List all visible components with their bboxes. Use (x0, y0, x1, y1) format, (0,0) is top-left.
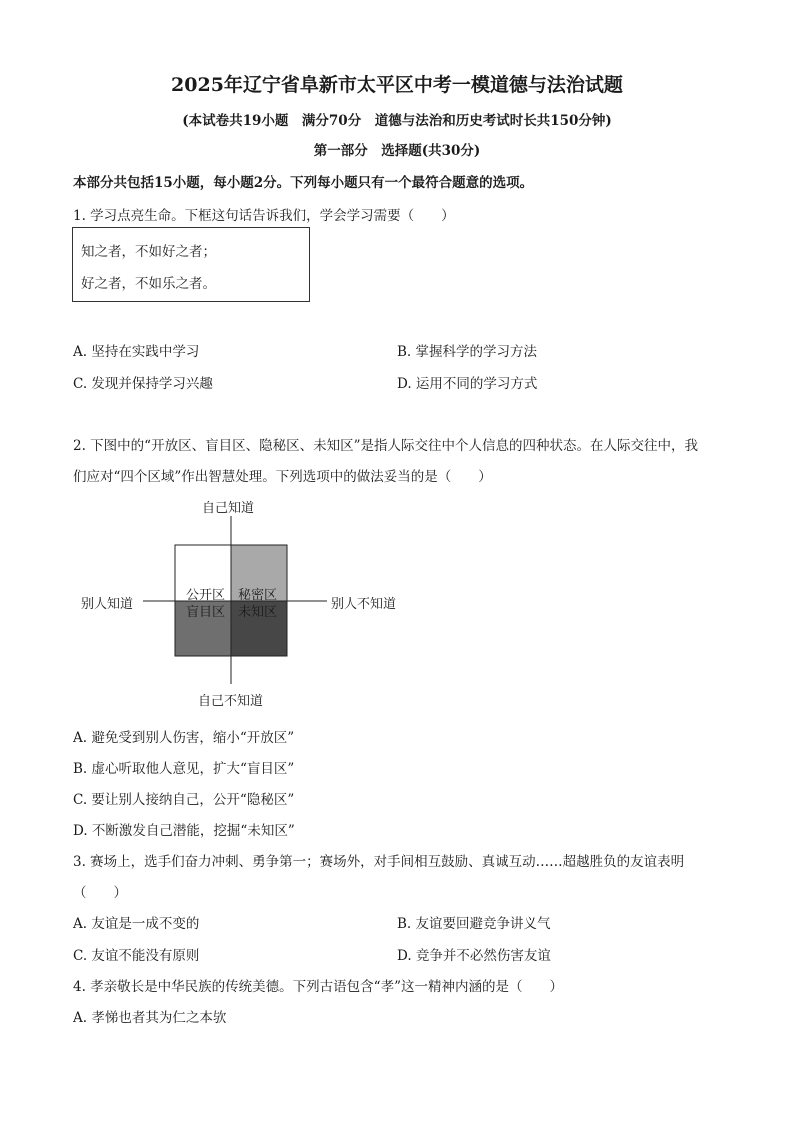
q2-stem-line-1: 2. 下图中的“开放区、盲目区、隐秘区、未知区”是指人际交往中个人信息的四种状态。在人际交往中，我 (73, 438, 698, 454)
q1-option-a[interactable]: A. 坚持在实践中学习 (73, 344, 200, 360)
q2-stem-line-2: 们应对“四个区域”作出智慧处理。下列选项中的做法妥当的是（ ） (73, 469, 492, 485)
exam-info: (本试卷共19小题 满分70分 道德与法治和历史考试时长共150分钟) (182, 113, 612, 129)
axis-label-others-know: 别人知道 (81, 597, 134, 612)
q4-option-a[interactable]: A. 孝悌也者其为仁之本欤 (73, 1010, 227, 1026)
axis-label-self-knows: 自己知道 (202, 501, 255, 516)
q1-option-c[interactable]: C. 发现并保持学习兴趣 (73, 376, 213, 392)
q1-quote-line-2: 好之者，不如乐之者。 (81, 276, 216, 292)
axis-label-others-unknown: 别人不知道 (331, 597, 397, 612)
blind-area-label: 盲目区 (186, 605, 226, 620)
page-title: 2025年辽宁省阜新市太平区中考一模道德与法治试题 (171, 74, 623, 96)
unknown-area-label: 未知区 (238, 605, 278, 620)
q3-stem-line-1: 3. 赛场上，选手们奋力冲刺、勇争第一；赛场外，对手间相互鼓励、真诚互动……超越胜负的友谊表明 (73, 854, 685, 870)
q3-option-b[interactable]: B. 友谊要回避竞争讲义气 (397, 916, 551, 932)
q3-option-c[interactable]: C. 友谊不能没有原则 (73, 948, 200, 964)
q1-stem: 1. 学习点亮生命。下框这句话告诉我们，学会学习需要（ ） (73, 208, 455, 224)
q2-option-b[interactable]: B. 虚心听取他人意见，扩大“盲目区” (73, 761, 295, 777)
instructions: 本部分共包括15小题，每小题2分。下列每小题只有一个最符合题意的选项。 (73, 175, 534, 191)
section-heading: 第一部分 选择题(共30分) (313, 143, 481, 159)
q2-option-c[interactable]: C. 要让别人接纳自己，公开“隐秘区” (73, 792, 295, 808)
q2-option-a[interactable]: A. 避免受到别人伤害，缩小“开放区” (73, 730, 295, 746)
open-area-label: 公开区 (186, 588, 226, 603)
q3-stem-line-2: （ ） (73, 885, 127, 901)
q1-quote-line-1: 知之者，不如好之者； (81, 244, 216, 260)
secret-area-label: 秘密区 (238, 588, 278, 603)
q1-option-d[interactable]: D. 运用不同的学习方式 (397, 376, 538, 392)
axis-label-self-unknown: 自己不知道 (198, 694, 264, 709)
q3-option-d[interactable]: D. 竞争并不必然伤害友谊 (397, 948, 551, 964)
q1-option-b[interactable]: B. 掌握科学的学习方法 (397, 344, 538, 360)
q2-option-d[interactable]: D. 不断激发自己潜能，挖掘“未知区” (73, 823, 295, 839)
q3-option-a[interactable]: A. 友谊是一成不变的 (73, 916, 200, 932)
q4-stem: 4. 孝亲敬长是中华民族的传统美德。下列古语包含“孝”这一精神内涵的是（ ） (73, 979, 563, 995)
